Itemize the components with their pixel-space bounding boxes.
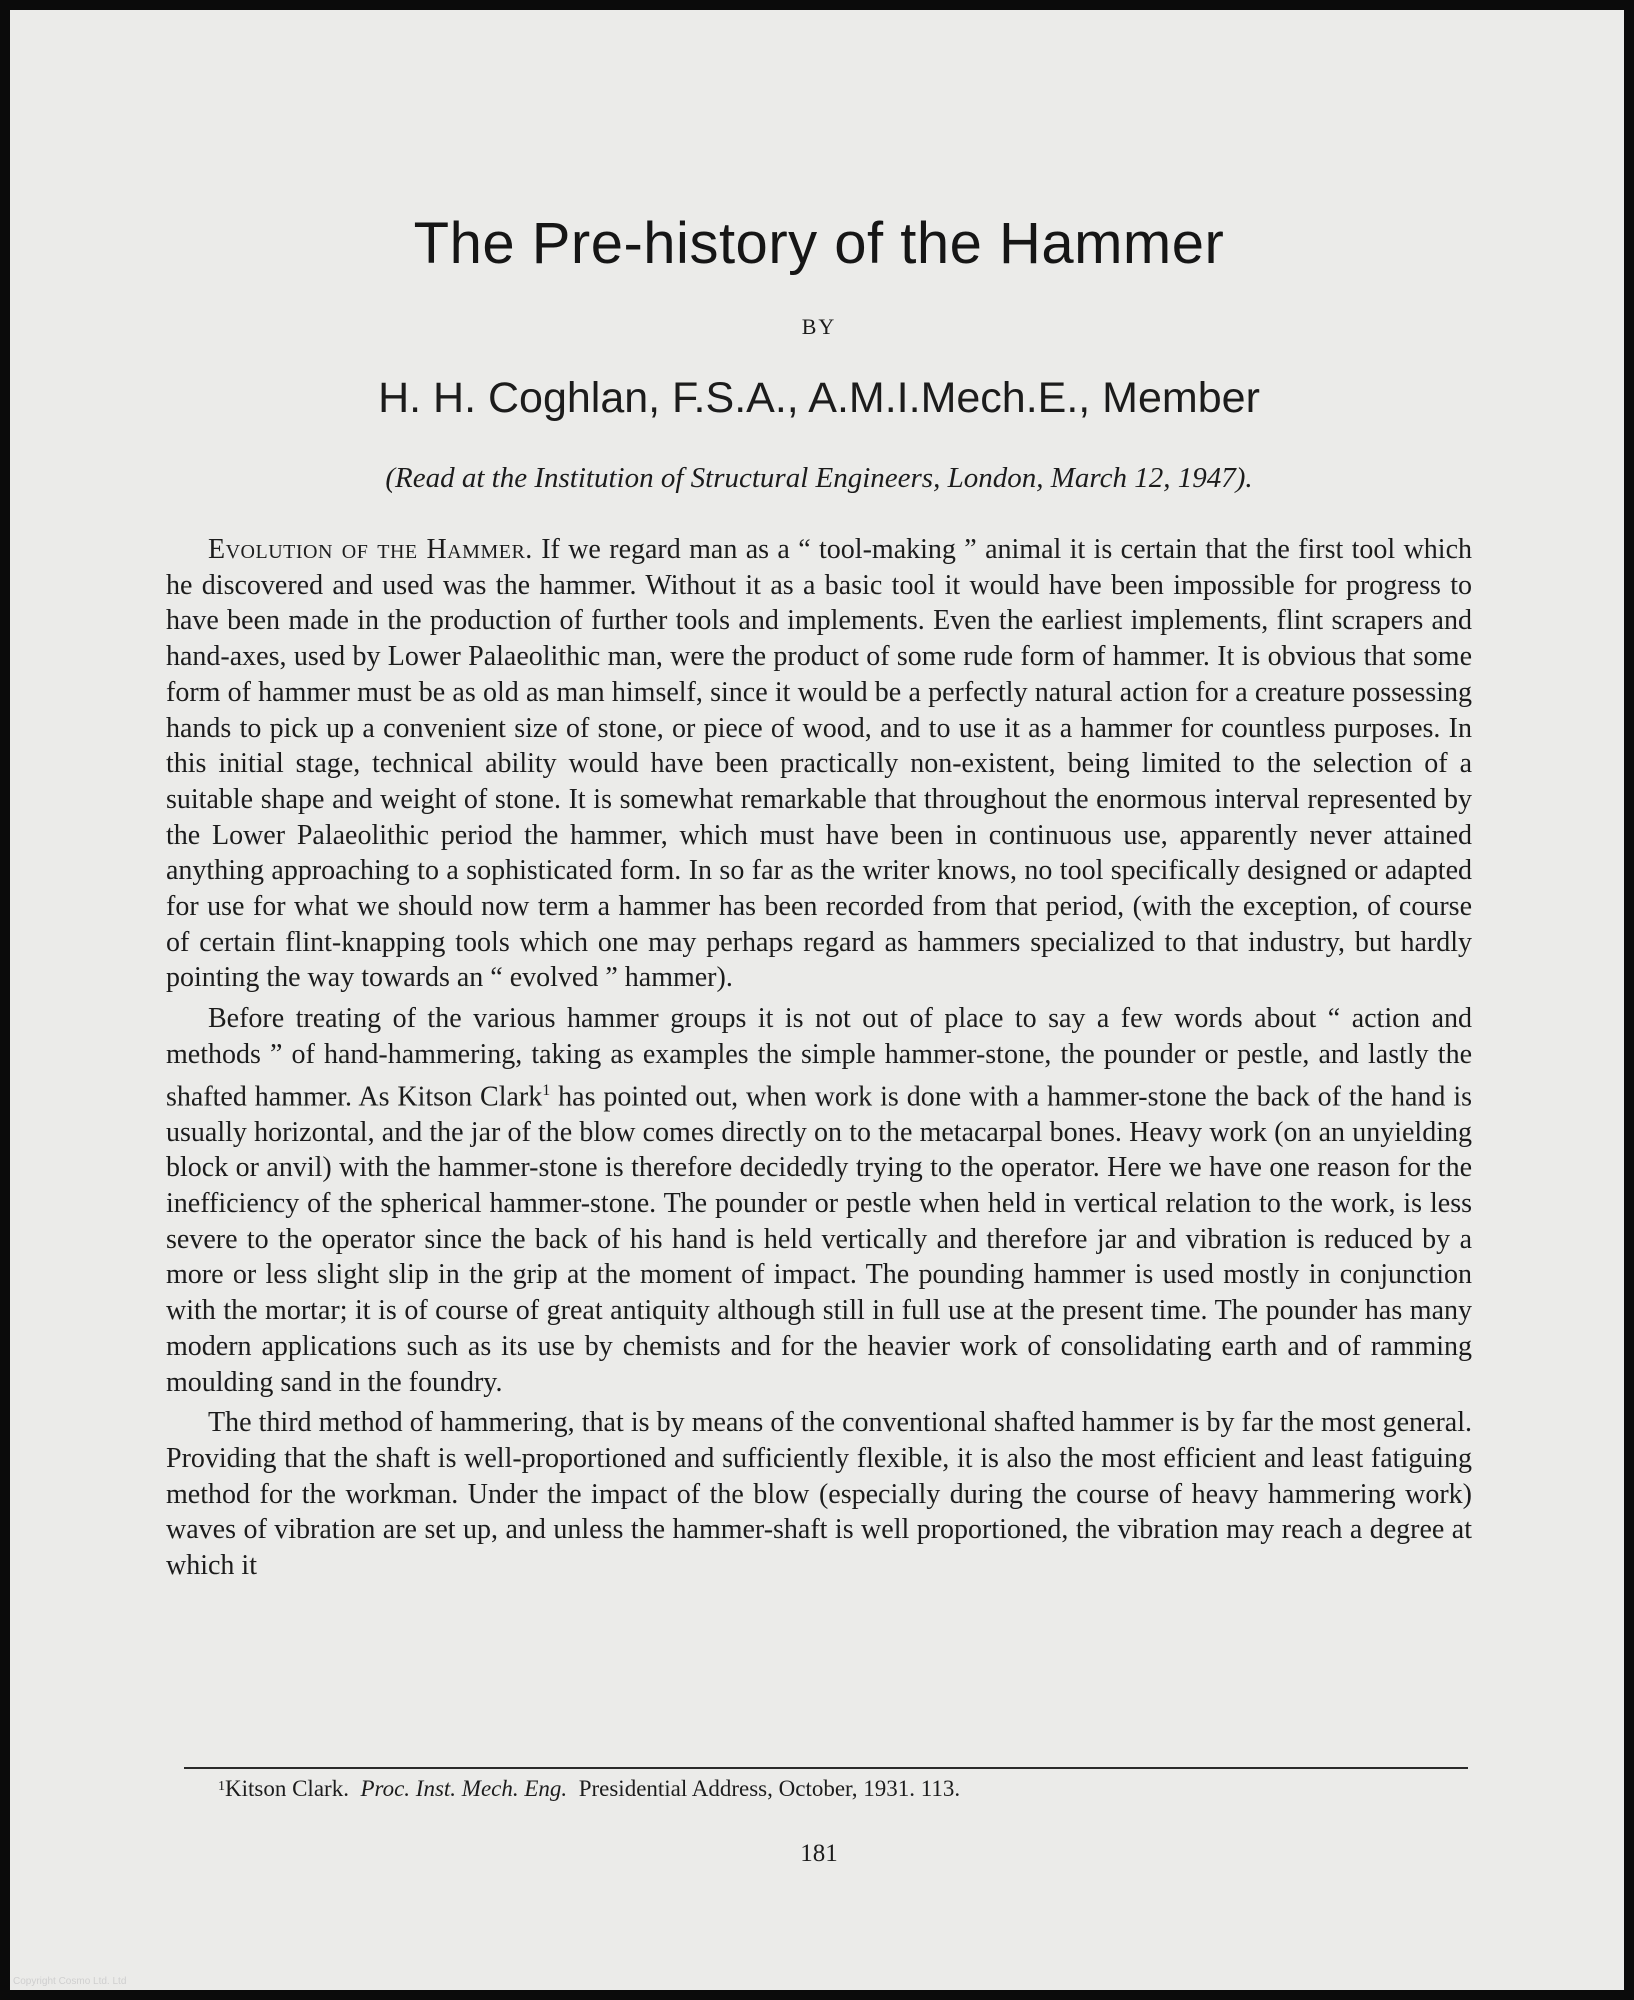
article-title: The Pre-history of the Hammer <box>413 211 1225 276</box>
page-number: 181 <box>800 1840 838 1867</box>
paragraph-3 <box>166 1405 1472 1584</box>
byline-label: BY <box>801 314 837 339</box>
body-text <box>166 532 1472 1584</box>
section-heading: Evolution of the Hammer. <box>208 534 533 565</box>
footnote-marker: 1 <box>218 1779 225 1794</box>
paragraph-1 <box>166 532 1472 996</box>
footnote <box>218 1776 1418 1802</box>
read-at-note: (Read at the Institution of Structural Engineers, London, March 12, 1947). <box>385 462 1253 494</box>
paragraph-2 <box>166 1001 1472 1400</box>
footnote-author: Kitson Clark. <box>225 1776 349 1801</box>
paragraph-2-text-a: Before treating of the various hammer groups it is not out of place to say a few words about “ action and methods ” of hand-hammering, taking as examples the simple hammer-stone, the pounder or pestle, and lastly the shafted hammer. As Kitson Clark <box>166 1003 1472 1112</box>
footnote-detail: Presidential Address, October, 1931. 113. <box>578 1776 961 1801</box>
footnote-reference: 1 <box>542 1081 551 1099</box>
paragraph-3-text: The third method of hammering, that is by means of the conventional shafted hammer is by far the most general. Providing that the shaft is well-proportioned and sufficiently flexible, it is also the most efficient and least fatiguing method for the workman. Under the impact of the blow (especially during the course of heavy hammering work) waves of vibration are set up, and unless the hammer-shaft is well proportioned, the vibration may reach a degree at which it <box>166 1407 1472 1582</box>
copyright-notice: Copyright Cosmo Ltd. Ltd <box>13 1976 127 1987</box>
paragraph-1-text: If we regard man as a “ tool-making ” animal it is certain that the first tool which he discovered and used was the hammer. Without it as a basic tool it would have been impossible for progress to have been made in the production of further tools and implements. Even the earliest implements, flint scrapers and hand-axes, used by Lower Palaeolithic man, were the product of some rude form of hammer. It is obvious that some form of hammer must be as old as man himself, since it would be a perfectly natural action for a creature possessing hands to pick up a convenient size of stone, or piece of wood, and to use it as a hammer for countless purposes. In this initial stage, technical ability would have been practically non-existent, being limited to the selection of a suitable shape and weight of stone. It is somewhat remarkable that throughout the enormous interval represented by the Lower Palaeolithic period the hammer, which must have been in continuous use, apparently never attained anything approaching to a sophisticated form. In so far as the writer knows, no tool specifically designed or adapted for use for what we should now term a hammer has been recorded from that period, (with the exception, of course of certain flint-knapping tools which one may perhaps regard as hammers specialized to that industry, but hardly pointing the way towards an “ evolved ” hammer). <box>166 534 1472 994</box>
page <box>10 10 1624 1990</box>
footnote-divider <box>184 1767 1468 1769</box>
paragraph-2-text-b: has pointed out, when work is done with a hammer-stone the back of the hand is usually horizontal, and the jar of the blow comes directly on to the metacarpal bones. Heavy work (on an unyielding block or anvil) with the hammer-stone is therefore decidedly trying to the operator. Here we have one reason for the inefficiency of the spherical hammer-stone. The pounder or pestle when held in vertical relation to the work, is less severe to the operator since the back of his hand is held vertically and therefore jar and vibration is reduced by a more or less slight slip in the grip at the moment of impact. The pounding hammer is used mostly in conjunction with the mortar; it is of course of great antiquity although still in full use at the present time. The pounder has many modern applications such as its use by chemists and for the heavier work of consolidating earth and of ramming moulding sand in the foundry. <box>166 1080 1472 1398</box>
footnote-source: Proc. Inst. Mech. Eng. <box>360 1776 568 1801</box>
author-line: H. H. Coghlan, F.S.A., A.M.I.Mech.E., Member <box>378 374 1260 422</box>
